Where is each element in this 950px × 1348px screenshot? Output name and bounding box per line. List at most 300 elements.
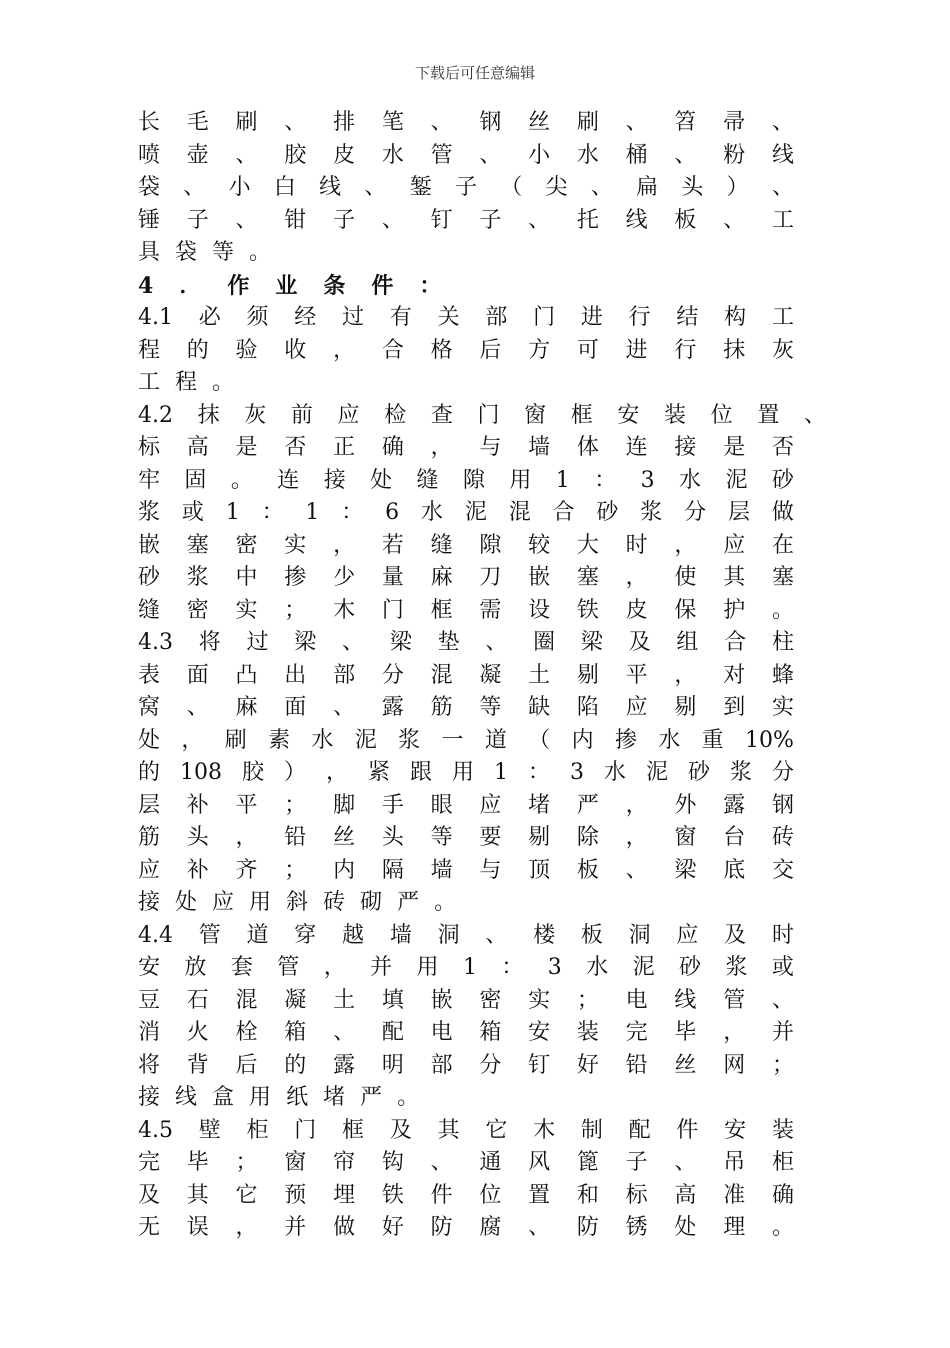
text-token: 严: [360, 1085, 383, 1110]
text-token: 、: [235, 207, 258, 233]
text-token: 墙: [528, 435, 551, 460]
text-token: 配: [628, 1117, 651, 1143]
text-token: 头: [186, 825, 209, 850]
text-token: 安: [724, 1117, 747, 1143]
text-token: 可: [576, 337, 599, 363]
text-token: ，: [674, 662, 697, 688]
text-token: 护: [723, 597, 746, 623]
text-token: 、: [625, 857, 648, 883]
text-token: 泥: [645, 760, 668, 785]
text-token: 、: [803, 402, 826, 428]
text-token: 补: [186, 792, 209, 818]
text-token: 消: [138, 1020, 161, 1045]
text-line: [138, 952, 794, 985]
text-token: 安: [617, 402, 640, 428]
text-line: [138, 1050, 794, 1083]
text-token: 墙: [389, 922, 412, 948]
text-token: 窗: [524, 402, 547, 428]
text-token: 梁: [580, 630, 603, 655]
text-token: 刀: [479, 565, 502, 590]
text-token: 实: [235, 597, 258, 623]
text-token: 时: [625, 532, 648, 558]
text-token: 子: [479, 207, 502, 233]
text-token: 关: [437, 305, 460, 330]
text-token: 堵: [323, 1085, 346, 1110]
text-token: 预: [284, 1182, 307, 1208]
text-token: 部: [485, 305, 508, 330]
text-token: 的: [284, 1052, 307, 1078]
text-token: ，: [323, 955, 346, 980]
text-token: 子: [186, 207, 209, 233]
text-token: 钉: [528, 1052, 551, 1078]
text-token: 、: [430, 1150, 453, 1175]
text-token: 工: [138, 370, 161, 395]
text-token: 扁: [636, 175, 659, 200]
text-token: 中: [235, 565, 258, 590]
text-token: 实: [771, 695, 794, 720]
text-token: 锤: [138, 207, 161, 233]
text-token: 好: [576, 1052, 599, 1078]
text-token: 吊: [723, 1150, 746, 1175]
text-token: 设: [528, 597, 551, 623]
text-token: 应: [212, 890, 235, 915]
text-token: 放: [184, 955, 207, 980]
text-token: 工: [771, 305, 794, 330]
text-token: 铅: [284, 825, 307, 850]
text-token: 完: [138, 1150, 161, 1175]
text-line: [138, 465, 794, 498]
text-token: 框: [570, 402, 593, 428]
text-token: 密: [235, 532, 258, 558]
text-token: 尖: [545, 175, 568, 200]
text-token: 正: [333, 435, 356, 460]
text-token: 、: [333, 695, 356, 720]
text-token: 、: [430, 110, 453, 135]
text-token: 应: [625, 695, 648, 720]
text-token: 条: [323, 272, 346, 299]
text-token: 柱: [771, 630, 794, 655]
text-token: 、: [528, 207, 551, 233]
text-token: ，: [430, 435, 453, 460]
text-token: 铁: [381, 1182, 404, 1208]
text-token: 隙: [462, 467, 485, 493]
text-token: 误: [186, 1215, 209, 1240]
text-token: 表: [138, 662, 161, 688]
text-token: 电: [430, 1020, 453, 1045]
text-token: 、: [235, 142, 258, 168]
text-token: 必: [198, 305, 221, 330]
text-token: 要: [479, 825, 502, 850]
text-token: 泥: [632, 955, 655, 980]
text-token: 准: [723, 1182, 746, 1208]
text-token: 砖: [323, 890, 346, 915]
text-line: [138, 205, 794, 238]
text-token: 砌: [360, 890, 383, 915]
text-token: 、: [333, 1020, 356, 1045]
text-token: 缺: [528, 695, 551, 720]
text-line: [138, 237, 794, 270]
text-token: 粉: [723, 142, 746, 168]
text-line: [138, 1082, 794, 1115]
text-token: 内: [571, 727, 594, 753]
text-token: 水: [576, 142, 599, 168]
text-token: 平: [235, 792, 258, 818]
text-token: 须: [246, 305, 269, 330]
text-token: 水: [603, 760, 626, 785]
text-token: 麻: [235, 695, 258, 720]
text-token: 缝: [430, 532, 453, 558]
text-token: 用: [451, 760, 474, 785]
text-token: 跟: [409, 760, 432, 785]
text-token: 处: [138, 727, 161, 753]
text-token: 合: [552, 500, 575, 525]
text-token: 灰: [244, 402, 267, 428]
text-token: 水: [420, 500, 443, 525]
text-token: 格: [430, 337, 453, 363]
text-token: 、: [528, 1215, 551, 1240]
text-token: 等: [430, 825, 453, 850]
text-token: 安: [138, 955, 161, 980]
text-token: 腐: [479, 1215, 502, 1240]
text-token: 体: [576, 435, 599, 460]
text-token: 筋: [430, 695, 453, 720]
text-token: 结: [676, 305, 699, 330]
text-token: ）: [726, 175, 749, 200]
text-token: 露: [381, 695, 404, 720]
text-token: 墙: [430, 857, 453, 883]
text-token: 刷: [224, 727, 247, 753]
text-token: 泥: [725, 467, 748, 493]
text-token: 箱: [479, 1020, 502, 1045]
text-token: 将: [138, 1052, 161, 1078]
text-token: 篦: [576, 1150, 599, 1175]
text-token: 露: [333, 1052, 356, 1078]
text-token: 、: [342, 630, 365, 655]
text-token: 柜: [771, 1150, 794, 1175]
text-token: 紧: [367, 760, 390, 785]
text-token: ：: [501, 955, 524, 980]
text-token: 隔: [381, 857, 404, 883]
text-token: 木: [533, 1117, 556, 1143]
text-token: 板: [674, 207, 697, 233]
text-token: 在: [771, 532, 794, 558]
text-token: 头: [681, 175, 704, 200]
text-token: 与: [479, 857, 502, 883]
text-token: 。: [771, 1215, 794, 1240]
text-token: 实: [284, 532, 307, 558]
text-line: [138, 1212, 794, 1245]
text-token: 位: [710, 402, 733, 428]
text-token: ；: [284, 597, 307, 623]
text-token: 后: [479, 337, 502, 363]
text-token: 其: [186, 1182, 209, 1208]
text-token: ，: [181, 727, 204, 753]
text-token: 窗: [674, 825, 697, 850]
text-token: 查: [430, 402, 453, 428]
text-token: 皮: [625, 597, 648, 623]
text-token: 用: [509, 467, 532, 493]
text-token: 麻: [430, 565, 453, 590]
text-line: [138, 692, 794, 725]
text-token: 处: [674, 1215, 697, 1240]
text-token: 砂: [138, 565, 161, 590]
text-token: 掺: [284, 565, 307, 590]
text-token: 接: [138, 1085, 161, 1110]
text-line: [138, 497, 794, 530]
text-line: [138, 985, 794, 1018]
text-token: 钩: [381, 1150, 404, 1175]
text-token: 钉: [430, 207, 453, 233]
text-token: 通: [479, 1150, 502, 1175]
text-token: 装: [664, 402, 687, 428]
text-token: 台: [723, 825, 746, 850]
text-token: 等: [479, 695, 502, 720]
text-token: 高: [674, 1182, 697, 1208]
text-token: 置: [528, 1182, 551, 1208]
text-token: 道: [484, 727, 507, 753]
text-token: 堵: [528, 792, 551, 818]
text-token: 否: [284, 435, 307, 460]
text-token: 制: [580, 1117, 603, 1143]
text-token: 混: [508, 500, 531, 525]
text-token: 白: [273, 175, 296, 200]
text-token: 浆: [138, 500, 161, 525]
text-token: 水: [586, 955, 609, 980]
text-token: 眼: [430, 792, 453, 818]
text-token: 帘: [333, 1150, 356, 1175]
text-line: [138, 627, 794, 660]
text-token: 否: [771, 435, 794, 460]
text-token: 掺: [614, 727, 637, 753]
text-token: 浆: [725, 955, 748, 980]
text-token: 抹: [723, 337, 746, 363]
text-token: 好: [381, 1215, 404, 1240]
text-token: 及: [389, 1117, 412, 1143]
text-token: ，: [325, 760, 348, 785]
text-token: 完: [625, 1020, 648, 1045]
text-token: 电: [625, 987, 648, 1013]
text-token: 一: [441, 727, 464, 753]
text-token: 108: [180, 760, 222, 785]
text-token: 网: [723, 1052, 746, 1078]
text-token: 管: [430, 142, 453, 168]
text-token: 、: [771, 987, 794, 1013]
text-token: 、: [625, 110, 648, 135]
text-token: 凝: [479, 662, 502, 688]
text-token: 越: [342, 922, 365, 948]
text-token: 水: [381, 142, 404, 168]
text-token: 圈: [533, 630, 556, 655]
text-token: 6: [385, 500, 400, 525]
text-token: 及: [138, 1182, 161, 1208]
text-token: 、: [771, 175, 794, 200]
text-token: 土: [528, 662, 551, 688]
text-token: 柜: [246, 1117, 269, 1143]
text-token: 交: [771, 857, 794, 883]
text-token: 3: [569, 760, 584, 785]
text-token: 小: [528, 142, 551, 168]
text-token: 石: [186, 987, 209, 1013]
text-token: 、: [381, 207, 404, 233]
text-token: 胶: [284, 142, 307, 168]
text-token: 进: [625, 337, 648, 363]
text-token: 混: [235, 987, 258, 1013]
text-token: 4.2: [138, 402, 173, 428]
text-token: 并: [370, 955, 393, 980]
text-token: 砂: [687, 760, 710, 785]
text-token: 前: [290, 402, 313, 428]
text-token: 栓: [235, 1020, 258, 1045]
text-line: [138, 302, 794, 335]
text-token: 及: [628, 630, 651, 655]
text-token: 窝: [138, 695, 161, 720]
text-token: 、: [674, 142, 697, 168]
text-token: 面: [284, 695, 307, 720]
text-token: 层: [138, 792, 161, 818]
text-token: 埋: [333, 1182, 356, 1208]
text-token: 后: [235, 1052, 258, 1078]
text-token: 防: [576, 1215, 599, 1240]
text-token: 塞: [771, 565, 794, 590]
text-token: 头: [381, 825, 404, 850]
text-token: 。: [249, 240, 272, 265]
text-token: 门: [533, 305, 556, 330]
text-token: 盒: [212, 1085, 235, 1110]
text-line: [138, 432, 794, 465]
text-token: 火: [186, 1020, 209, 1045]
text-token: 套: [230, 955, 253, 980]
text-token: 置: [757, 402, 780, 428]
text-token: 砖: [771, 825, 794, 850]
text-token: 管: [723, 987, 746, 1013]
text-token: 平: [625, 662, 648, 688]
text-line: [138, 107, 794, 140]
text-token: 缝: [138, 597, 161, 623]
text-token: 钳: [284, 207, 307, 233]
text-token: 刷: [576, 110, 599, 135]
text-token: 做: [333, 1215, 356, 1240]
text-token: 收: [284, 337, 307, 363]
text-token: 框: [430, 597, 453, 623]
text-token: 应: [676, 922, 699, 948]
text-token: 管: [198, 922, 221, 948]
text-token: 标: [625, 1182, 648, 1208]
text-token: 纸: [286, 1085, 309, 1110]
text-token: ；: [576, 987, 599, 1013]
text-line: [138, 172, 794, 205]
text-token: 壶: [186, 142, 209, 168]
text-token: 保: [674, 597, 697, 623]
text-token: 长: [138, 110, 161, 135]
text-token: 理: [723, 1215, 746, 1240]
text-token: 砂: [679, 955, 702, 980]
text-token: 。: [212, 370, 235, 395]
text-token: 少: [333, 565, 356, 590]
text-token: 装: [576, 1020, 599, 1045]
text-token: 抹: [197, 402, 220, 428]
text-token: 连: [277, 467, 300, 493]
text-token: 泥: [464, 500, 487, 525]
text-token: 钢: [771, 792, 794, 818]
text-token: 除: [576, 825, 599, 850]
text-token: 1: [225, 500, 240, 525]
text-token: 道: [246, 922, 269, 948]
text-token: 帚: [723, 110, 746, 135]
document-body: [138, 107, 826, 1245]
text-token: 牢: [138, 467, 161, 493]
text-token: 工: [771, 207, 794, 233]
text-token: 。: [771, 597, 794, 623]
text-token: 外: [674, 792, 697, 818]
text-line: [138, 855, 794, 888]
text-token: 砂: [596, 500, 619, 525]
text-token: 框: [342, 1117, 365, 1143]
text-token: 蜂: [771, 662, 794, 688]
text-token: 程: [175, 370, 198, 395]
text-token: 层: [727, 500, 750, 525]
text-token: 托: [576, 207, 599, 233]
text-token: ，: [333, 532, 356, 558]
text-token: 防: [430, 1215, 453, 1240]
text-token: 子: [333, 207, 356, 233]
text-token: 笔: [381, 110, 404, 135]
text-token: 4.1: [138, 305, 173, 330]
text-token: 板: [576, 857, 599, 883]
text-token: 件: [430, 1182, 453, 1208]
text-token: 并: [771, 1020, 794, 1045]
text-token: 、: [485, 630, 508, 655]
text-token: 程: [138, 337, 161, 363]
text-token: 塞: [186, 532, 209, 558]
text-token: 分: [479, 1052, 502, 1078]
text-token: 袋: [175, 240, 198, 265]
text-token: 喷: [138, 142, 161, 168]
text-token: 面: [186, 662, 209, 688]
text-token: 筋: [138, 825, 161, 850]
text-token: 或: [181, 500, 204, 525]
text-token: 笤: [674, 110, 697, 135]
text-token: 作: [227, 272, 250, 299]
text-token: 经: [294, 305, 317, 330]
text-token: 浆: [729, 760, 752, 785]
text-token: 砂: [771, 467, 794, 493]
text-token: 丝: [333, 825, 356, 850]
text-token: 接: [138, 890, 161, 915]
text-token: 。: [230, 467, 253, 493]
text-token: 洞: [437, 922, 460, 948]
text-token: 子: [454, 175, 477, 200]
text-token: 将: [198, 630, 221, 655]
text-token: 剔: [576, 662, 599, 688]
text-token: 毕: [186, 1150, 209, 1175]
text-token: 剔: [674, 695, 697, 720]
text-line: [138, 1115, 794, 1148]
text-token: 、: [771, 110, 794, 135]
text-token: 等: [212, 240, 235, 265]
text-token: ：: [261, 500, 284, 525]
text-token: 进: [580, 305, 603, 330]
text-token: 4: [138, 272, 154, 299]
text-token: 锈: [625, 1215, 648, 1240]
text-token: 、: [674, 1150, 697, 1175]
text-line: [138, 757, 794, 790]
text-token: 水: [679, 467, 702, 493]
text-token: 混: [430, 662, 453, 688]
text-token: 分: [771, 760, 794, 785]
text-token: 皮: [333, 142, 356, 168]
text-token: 穿: [294, 922, 317, 948]
text-token: 水: [658, 727, 681, 753]
